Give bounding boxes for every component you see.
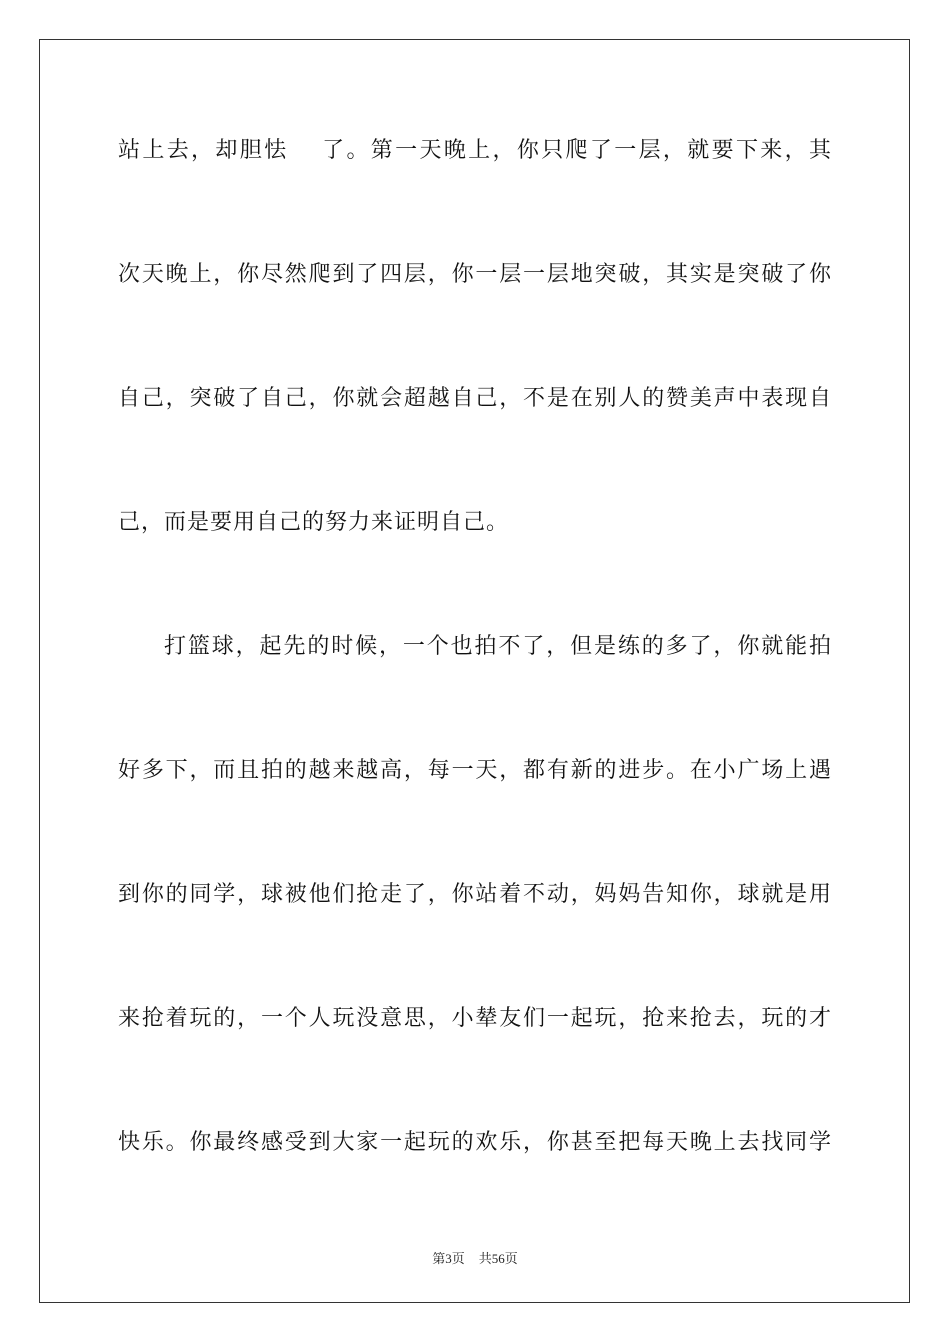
- paragraph-line-7: 到你的同学，球被他们抢走了，你站着不动，妈妈告知你，球就是用: [118, 882, 832, 907]
- page-number: 第3页: [432, 1251, 465, 1266]
- page-footer: [0, 1248, 950, 1267]
- page-total: 共56页: [478, 1251, 518, 1266]
- paragraph-line-4: 己，而是要用自己的努力来证明自己。: [118, 510, 510, 535]
- page-border: [39, 39, 910, 1303]
- paragraph-line-5: 打篮球，起先的时候，一个也拍不了，但是练的多了，你就能拍: [164, 634, 832, 659]
- paragraph-line-8: 来抢着玩的，一个人玩没意思，小辇友们一起玩，抢来抢去，玩的才: [118, 1006, 832, 1031]
- paragraph-line-3: 自己，突破了自己，你就会超越自己，不是在别人的赞美声中表现自: [118, 386, 832, 411]
- paragraph-line-6: 好多下，而且拍的越来越高，每一天，都有新的进步。在小广场上遇: [118, 758, 832, 783]
- paragraph-line-9: 快乐。你最终感受到大家一起玩的欢乐，你甚至把每天晚上去找同学: [118, 1130, 832, 1155]
- paragraph-line-1: 站上去，却胆怯 了。第一天晚上，你只爬了一层，就要下来，其: [118, 138, 832, 163]
- paragraph-line-2: 次天晚上，你尽然爬到了四层，你一层一层地突破，其实是突破了你: [118, 262, 832, 287]
